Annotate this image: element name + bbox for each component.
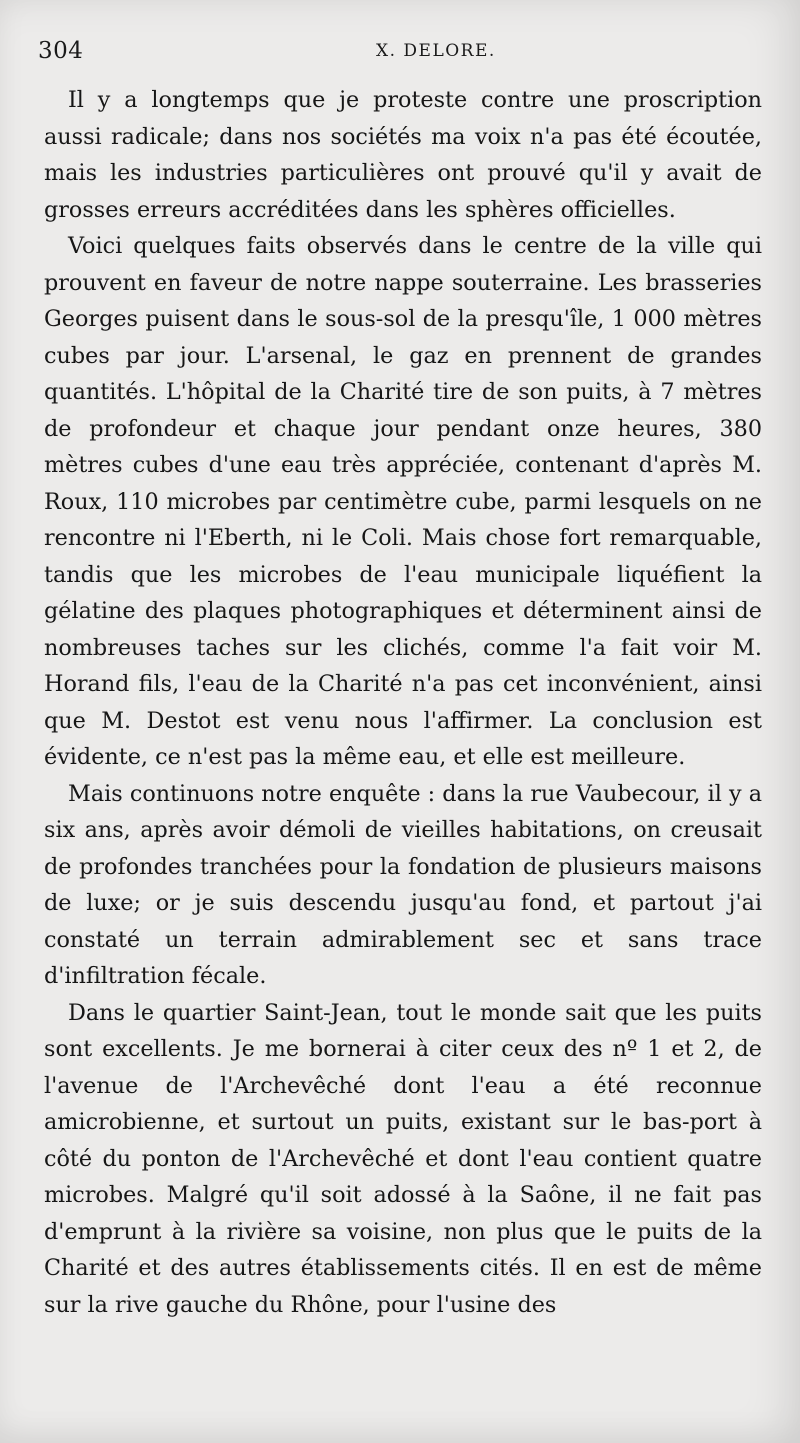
paragraph: Il y a longtemps que je proteste contre une proscription aussi radicale; dans nos sociétés ma voix n'a pas été écoutée, mais les industries particulières ont prouvé qu'il y avait de grosses erreurs accréditées dans les sphères officielles. xyxy=(44,87,762,223)
body-text xyxy=(44,82,762,1323)
page-header xyxy=(38,38,768,68)
running-head: X. DELORE. xyxy=(376,41,496,61)
paragraph: Mais continuons notre enquête : dans la rue Vaubecour, il y a six ans, après avoir démoli de vieilles habitations, on creusait de profondes tranchées pour la fondation de plusieurs maisons de luxe; or je suis descendu jusqu'au fond, et partout j'ai constaté un terrain admirablement sec et sans trace d'infiltration fécale. xyxy=(44,780,762,989)
page-number: 304 xyxy=(38,38,84,64)
paragraph: Dans le quartier Saint-Jean, tout le monde sait que les puits sont excellents. Je me bornerai à citer ceux des nº 1 et 2, de l'avenue de l'Archevêché dont l'eau a été reconnue amicrobienne, et surtout un puits, existant sur le bas-port à côté du ponton de l'Archevêché et dont l'eau contient quatre microbes. Malgré qu'il soit adossé à la Saône, il ne fait pas d'emprunt à la rivière sa voisine, non plus que le puits de la Charité et des autres établissements cités. Il en est de même sur la rive gauche du Rhône, pour l'usine des xyxy=(44,999,762,1318)
paragraph: Voici quelques faits observés dans le centre de la ville qui prouvent en faveur de notre nappe souterraine. Les brasseries Georges puisent dans le sous-sol de la presqu'île, 1 000 mètres cubes par jour. L'arsenal, le gaz en prennent de grandes quantités. L'hôpital de la Charité tire de son puits, à 7 mètres de profondeur et chaque jour pendant onze heures, 380 mètres cubes d'une eau très appréciée, contenant d'après M. Roux, 110 microbes par centimètre cube, parmi lesquels on ne rencontre ni l'Eberth, ni le Coli. Mais chose fort remarquable, tandis que les microbes de l'eau municipale liquéfient la gélatine des plaques photographiques et déterminent ainsi de nombreuses taches sur les clichés, comme l'a fait voir M. Horand fils, l'eau de la Charité n'a pas cet inconvénient, ainsi que M. Destot est venu nous l'affirmer. La conclusion est évidente, ce n'est pas la même eau, et elle est meilleure. xyxy=(44,233,762,770)
